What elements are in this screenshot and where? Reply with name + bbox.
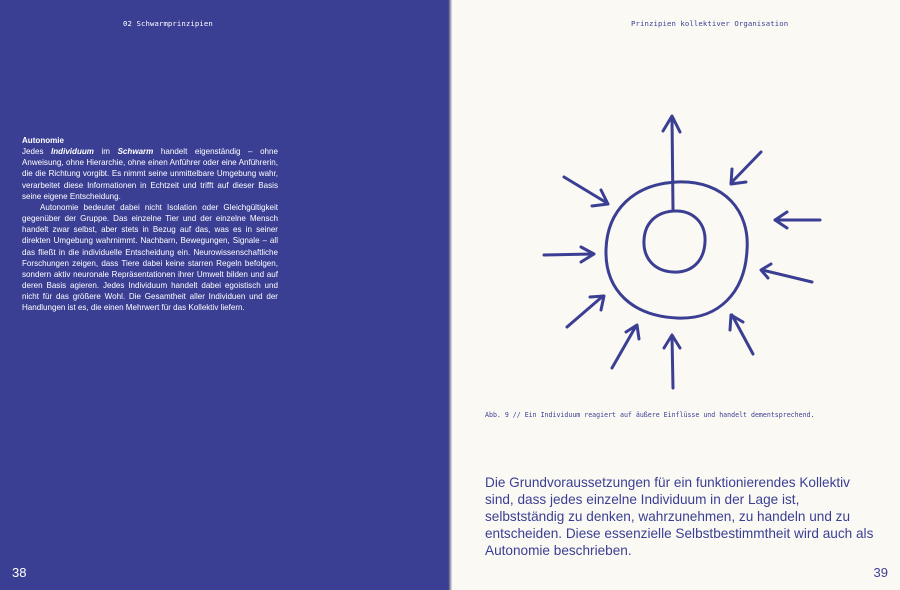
- section-heading: Autonomie: [22, 136, 65, 145]
- page-number-right: 39: [873, 565, 888, 580]
- incoming-arrow: [612, 325, 639, 368]
- emphasis-schwarm: Schwarm: [117, 147, 154, 157]
- lead-text: Die Grundvoraussetzungen für ein funktionierendes Kollektiv sind, dass jedes einzelne Individuum in der Lage ist, selbstständig zu denken, wahrzunehmen, zu handeln und zu entscheiden. Diese essenzielle Selbstbestimmtheit wird auch als Autonomie beschrieben.: [485, 475, 874, 559]
- incoming-arrow: [567, 296, 604, 327]
- body-paragraph-1: Jedes Individuum im Schwarm handelt eigenständig – ohne Anweisung, ohne Hierarchie, ohne einen Anführer oder eine Anführerin, die die Richtung vorgibt. Es nimmt seine unmittelbare Umgebung wahr, verarbeitet diese Informationen in Echtzeit und trifft auf dieser Basis seine eigene Entscheidung.: [22, 147, 278, 201]
- inner-circle: [644, 211, 705, 272]
- incoming-arrow: [731, 152, 761, 184]
- incoming-arrow: [775, 212, 820, 228]
- incoming-arrow: [730, 315, 753, 354]
- incoming-arrow: [761, 264, 812, 282]
- outgoing-arrow: [663, 116, 680, 209]
- running-head-left: 02 Schwarmprinzipien: [123, 19, 213, 28]
- left-page: [0, 0, 448, 590]
- body-text-block: [22, 135, 278, 314]
- incoming-arrow: [664, 335, 680, 388]
- incoming-arrow: [544, 247, 594, 262]
- page-number-left: 38: [12, 565, 27, 580]
- right-page: [452, 0, 900, 590]
- figure-caption: Abb. 9 // Ein Individuum reagiert auf äußere Einflüsse und handelt dementsprechend.: [485, 411, 815, 419]
- individual-circle-with-arrows-illustration: [532, 100, 832, 400]
- incoming-arrow: [564, 177, 608, 206]
- body-paragraph-2: Autonomie bedeutet dabei nicht Isolation oder Gleichgültigkeit gegenüber der Gruppe. Das einzelne Tier und der einzelne Mensch handelt zwar selbst, aber stets in Bezug auf das, was es in seiner direkten Umgebung wahrnimmt. Nachbarn, Bewegungen, Signale – all das fließt in die individuelle Entscheidung ein. Neurowissenschaftliche Forschungen zeigen, dass Tiere dabei keine starren Regeln befolgen, sondern aktiv neuronale Repräsentationen ihrer Umwelt bilden und auf deren Basis agieren. Jedes Individuum handelt dabei egoistisch und nicht für das größere Wohl. Die Gesamtheit aller Individuen und der Handlungen ist es, die einen Mehrwert für das Kollektiv liefern.: [22, 202, 278, 313]
- outer-circle: [606, 182, 747, 318]
- emphasis-individuum: Individuum: [51, 147, 94, 157]
- running-head-right: Prinzipien kollektiver Organisation: [631, 19, 789, 28]
